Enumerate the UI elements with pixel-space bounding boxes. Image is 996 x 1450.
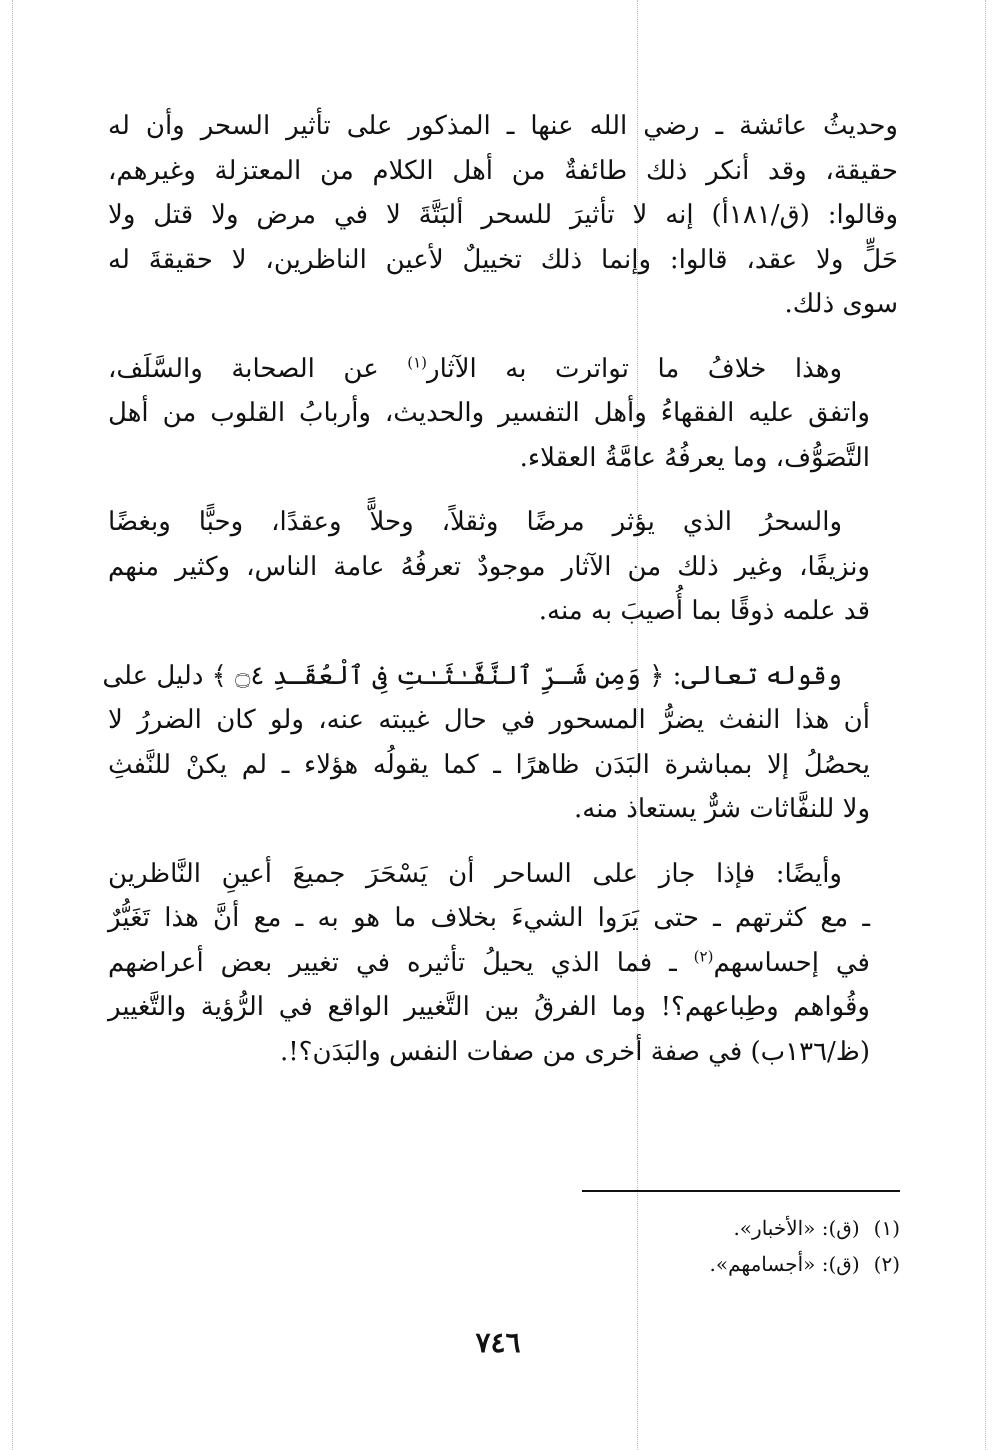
text-line: وقُواهم وطِباعهم؟! وما الفرقُ بين التَّغيير الواقع في الرُّؤية والتَّغيير [108,992,870,1022]
footnote-separator [582,1190,900,1192]
text-line: ـ مع كثرتهم ـ حتى يَرَوا الشيءَ بخلاف ما هو به ـ مع أنَّ هذا تَغَيُّرٌ [108,903,870,933]
text-line: (ظ/١٣٦ب) في صفة أخرى من صفات النفس والبَدَن؟!. [279,1036,870,1067]
paragraph-4 [102,654,898,832]
text-segment: في إحساسهم [713,947,870,978]
paragraph-2 [108,347,898,481]
text-line: يحصُلُ إلا بمباشرة البَدَن ظاهرًا ـ كما يقولُه هؤلاء ـ لم يكنْ للنَّفثِ [108,749,870,780]
text-line: حقيقة، وقد أنكر ذلك طائفةٌ من أهل الكلام من المعتزلة وغيرهم، [108,155,898,186]
footnote-2 [582,1246,900,1282]
text-line: وأيضًا: فإذا جاز على الساحر أن يَسْحَرَ جميعَ أعينِ النَّاظرين [108,858,842,889]
page-number: ٧٤٦ [475,1326,521,1359]
text-segment: عن الصحابة والسَّلَف، [108,353,408,384]
footnotes [582,1210,900,1282]
text-line: ولا للنفَّاثات شرٌّ يستعاذ منه. [574,794,870,824]
text-line: التَّصَوُّف، وما يعرفُهُ عامَّةُ العقلاء. [519,442,870,473]
text-line: أن هذا النفث يضرُّ المسحور في حال غيبته عنه، ولو كان الضررُ لا [108,705,870,735]
footnote-number: (١) [873,1216,900,1240]
scan-artifact-line [12,0,13,1450]
text-line [108,941,898,986]
text-line: والسحرُ الذي يؤثر مرضًا وثقلاً، وحلاًّ وعقدًا، وحبًّا وبغضًا [108,507,842,537]
text-line: وقوله تعالى: ﴿ وَمِن شَـرِّ ٱلنَّفَّـٰثَـٰتِ فِى ٱلْعُقَـدِ ۝٤ ﴾ دليل على [102,660,842,691]
main-text [102,104,898,1094]
text-segment: ـ فما الذي يحيلُ تأثيره في تغيير بعض أعراضهم [108,947,694,978]
text-line: حَلٍّ ولا عقد، قالوا: وإنما ذلك تخييلٌ لأعين الناظرين، لا حقيقةَ له [108,244,898,275]
footnote-number: (٢) [873,1252,900,1276]
text-line: واتفق عليه الفقهاءُ وأهل التفسير والحديث، وأربابُ القلوب من أهل [108,398,870,428]
text-line: ونزيفًا، وغير ذلك من الآثار موجودٌ تعرفُهُ عامة الناس، وكثير منهم [108,551,870,582]
paragraph-1 [108,104,898,327]
footnote-marker[interactable]: (٢) [693,946,714,965]
text-line: سوى ذلك. [784,289,898,319]
paragraph-3 [108,500,898,634]
text-segment: وهذا خلافُ ما تواترت به الآثار [427,353,842,384]
footnote-1 [582,1210,900,1246]
text-line: وقالوا: (ق/١٨١أ) إنه لا تأثيرَ للسحر ألبَتَّةَ لا في مرض ولا قتل ولا [108,200,898,230]
text-line: وحديثُ عائشة ـ رضي الله عنها ـ المذكور على تأثير السحر وأن له [108,111,898,141]
footnote-text: (ق): «أجسامهم». [709,1252,860,1276]
scan-artifact-line [985,0,986,1450]
footnote-marker[interactable]: (١) [407,352,428,371]
text-line [108,347,898,392]
paragraph-5 [108,852,898,1075]
text-line: قد علمه ذوقًا بما أُصيبَ به منه. [538,596,870,626]
footnote-text: (ق): «الأخبار». [733,1216,860,1240]
